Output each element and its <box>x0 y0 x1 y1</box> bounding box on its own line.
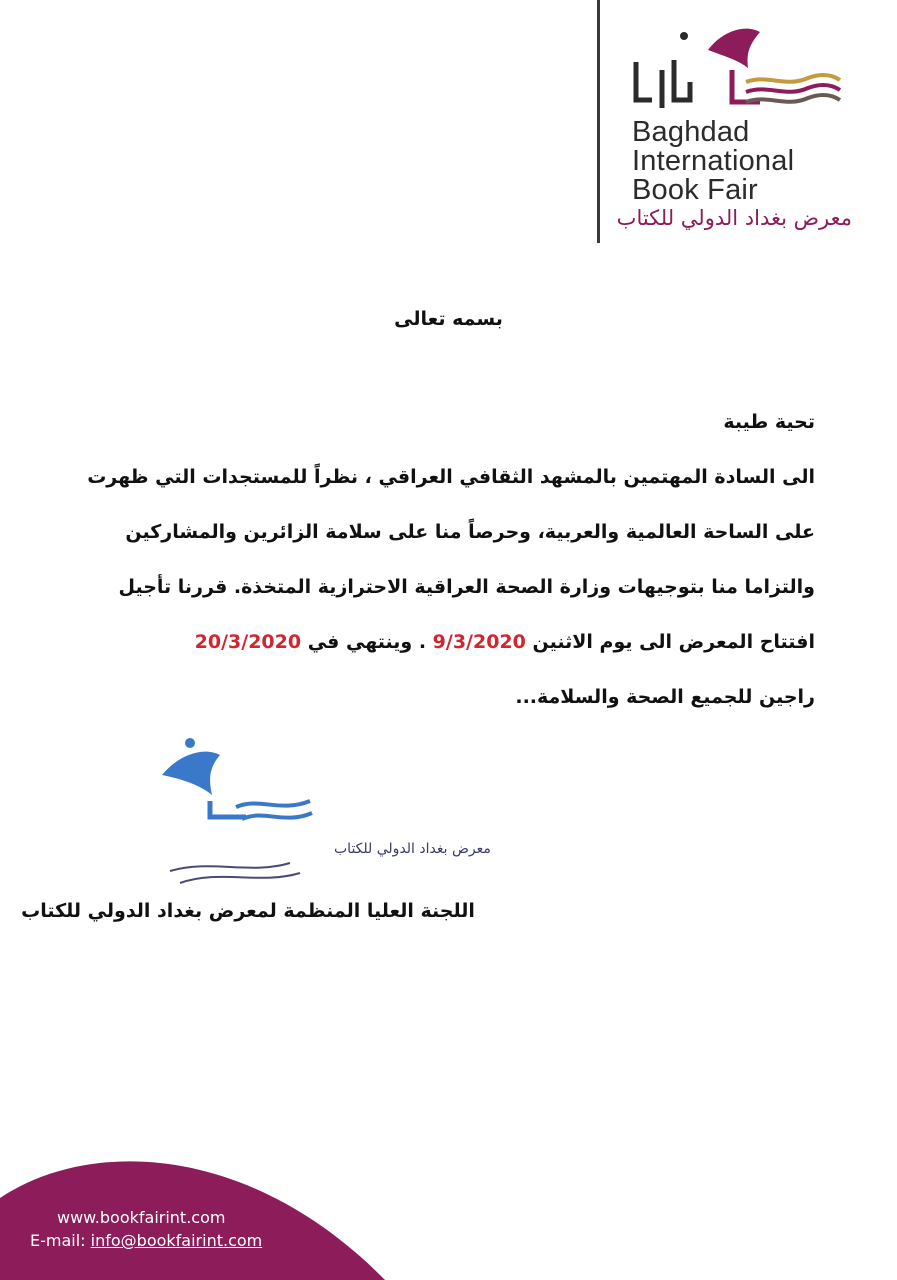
letter-line: والتزاما منا بتوجيهات وزارة الصحة العراقية الاحترازية المتخذة. قررنا تأجيل <box>118 576 815 598</box>
closing-line: راجين للجميع الصحة والسلامة... <box>515 686 815 708</box>
logo-english-name <box>632 118 794 205</box>
email-line <box>0 1229 320 1252</box>
website-link[interactable]: www.bookfairint.com <box>57 1208 226 1227</box>
letter-body <box>75 395 815 725</box>
footer-contact <box>0 1206 320 1252</box>
logo-line-baghdad: Baghdad <box>632 116 750 148</box>
end-date: 20/3/2020 <box>194 631 302 653</box>
start-date: 9/3/2020 <box>432 631 526 653</box>
logo-line-book-fair: Book Fair <box>632 174 758 206</box>
signature: اللجنة العليا المنظمة لمعرض بغداد الدولي للكتاب <box>21 900 475 922</box>
letter-line: الى السادة المهتمين بالمشهد الثقافي العراقي ، نظراً للمستجدات التي ظهرت <box>87 466 815 488</box>
header-divider <box>597 0 600 243</box>
book-fair-stamp-icon <box>150 735 491 895</box>
line5-part1: افتتاح المعرض الى يوم الاثنين <box>532 631 815 653</box>
letter-line: على الساحة العالمية والعربية، وحرصاً منا على سلامة الزائرين والمشاركين <box>125 521 815 543</box>
stamp-text: معرض بغداد الدولي للكتاب <box>334 841 491 857</box>
email-link[interactable]: info@bookfairint.com <box>90 1231 263 1250</box>
salutation: بسمه تعالى <box>394 308 503 330</box>
logo-arabic-name: معرض بغداد الدولي للكتاب <box>616 206 852 230</box>
letter-line-dates <box>75 615 815 670</box>
line5-part2: . وينتهي في <box>307 631 427 653</box>
logo-line-international: International <box>632 145 795 177</box>
greeting: تحية طيبة <box>723 411 815 433</box>
book-fair-logo-icon <box>628 22 848 122</box>
email-label: E-mail: <box>30 1231 86 1250</box>
